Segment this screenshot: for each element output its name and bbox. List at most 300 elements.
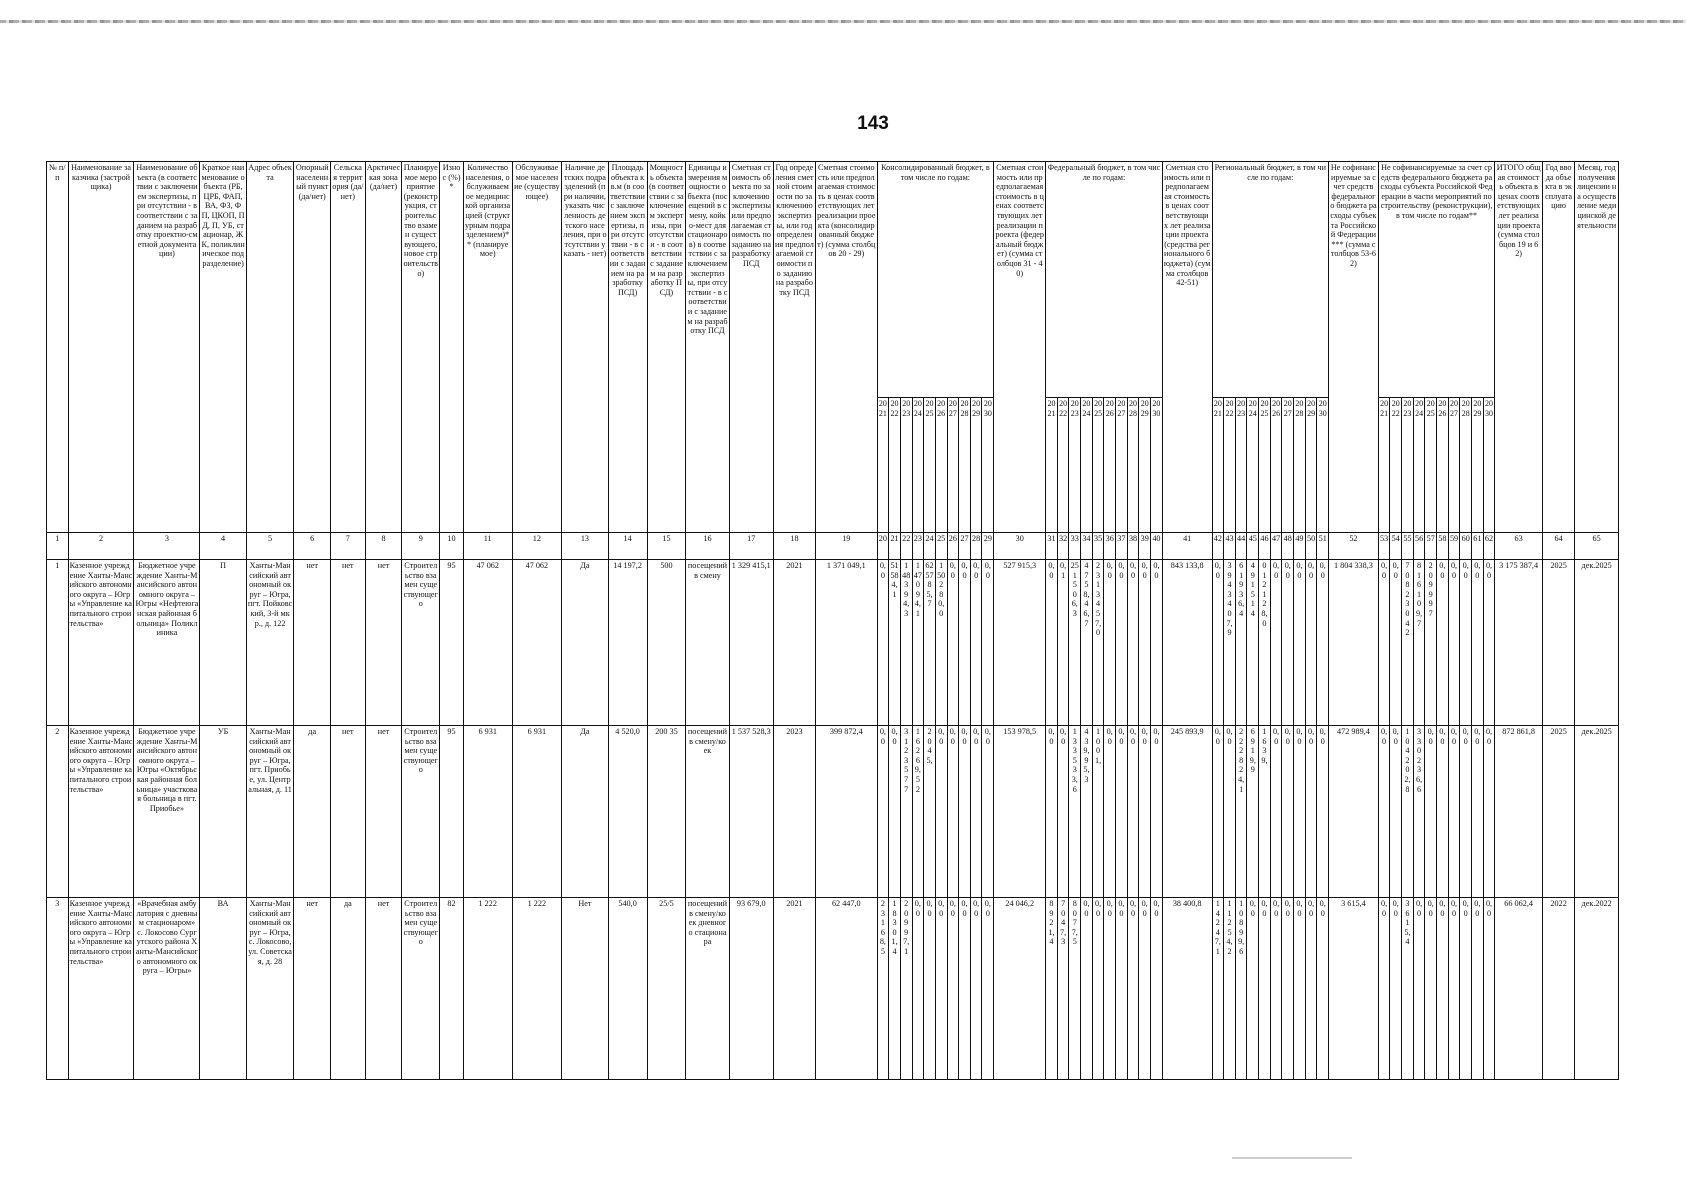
cell-federal-year: 0,0 bbox=[1127, 726, 1139, 898]
cell-non-cofinanced-year: 0,0 bbox=[1483, 726, 1495, 898]
year-header: 2030 bbox=[1483, 398, 1495, 533]
cell-consolidated-year: 0,0 bbox=[947, 726, 959, 898]
cell-consolidated-year: 3 1 2 3 5 7 7 bbox=[900, 726, 912, 898]
cell-federal-year: 4 7 5 8,4 6,7 bbox=[1081, 560, 1093, 726]
cell-activity: Строительство взамен существующего bbox=[402, 560, 440, 726]
column-number: 51 bbox=[1317, 533, 1329, 560]
cell-federal-year: 0,0 bbox=[1057, 726, 1069, 898]
cell-regional-year: 6 1 9 3 6,4 bbox=[1235, 560, 1247, 726]
cell-federal-year: 8 9 2 1, 4 bbox=[1046, 898, 1058, 1080]
year-header: 2024 bbox=[912, 398, 924, 533]
cell-non-cofinanced-year: 0,0 bbox=[1472, 898, 1484, 1080]
year-header: 2021 bbox=[1378, 398, 1390, 533]
column-number: 54 bbox=[1390, 533, 1402, 560]
header-non-cofinanced: Не софинансируемые за счет средств федерального бюджета расходы субъекта Российской Федерации в части мероприятий по строительству (реконструкции), в том числе по годам** bbox=[1378, 162, 1495, 398]
cell-non-cofinanced-year: 0,0 bbox=[1448, 898, 1460, 1080]
table-row bbox=[47, 560, 1619, 726]
column-number: 34 bbox=[1081, 533, 1093, 560]
column-number: 7 bbox=[331, 533, 366, 560]
header-col-52: Не софинансируемые за счет средств федерального бюджета расходы субъекта Российской Федерации*** (сумма столбцов 53-62) bbox=[1329, 162, 1379, 533]
cell-federal-year: 8 0 7 7, 5 bbox=[1069, 898, 1081, 1080]
cell-consolidated-year: 1 8 3 0 1, 4 bbox=[889, 898, 901, 1080]
cell-regional-year: 1 0 8 9 9, 6 bbox=[1235, 898, 1247, 1080]
cell-federal-year: 0,0 bbox=[1151, 726, 1163, 898]
header-col-10: Износ (%)* bbox=[440, 162, 464, 533]
cell-non-cofinanced-total: 472 989,4 bbox=[1329, 726, 1379, 898]
cell-federal-year: 7 0 4 7, 3 bbox=[1057, 898, 1069, 1080]
year-header: 2030 bbox=[1151, 398, 1163, 533]
cell-regional-year: 2 2 2 8 2 4, 1 bbox=[1235, 726, 1247, 898]
cell-regional-total: 843 133,8 bbox=[1162, 560, 1212, 726]
cell-non-cofinanced-year: 8 1 6 1 0 9,7 bbox=[1413, 560, 1425, 726]
cell-regional-year: 4 9 1 5 1 4 bbox=[1247, 560, 1259, 726]
cell-unit: посещений в смену bbox=[686, 560, 729, 726]
year-header: 2022 bbox=[1057, 398, 1069, 533]
cell-regional-year: 1 1 2 5 4, 2 bbox=[1224, 898, 1236, 1080]
cell-regional-total: 245 893,9 bbox=[1162, 726, 1212, 898]
cell-consolidated-year: 0,0 bbox=[982, 726, 994, 898]
column-number: 32 bbox=[1057, 533, 1069, 560]
cell-activity: Строительство взамен существующего bbox=[402, 898, 440, 1080]
cell-regional-year: 0,0 bbox=[1282, 726, 1294, 898]
cell-capacity: 500 bbox=[647, 560, 686, 726]
cell-non-cofinanced-year: 2 0 9 9 9 7 bbox=[1425, 560, 1437, 726]
year-header: 2021 bbox=[1212, 398, 1224, 533]
cell-federal-year: 0,0 bbox=[1127, 560, 1139, 726]
column-number: 6 bbox=[294, 533, 331, 560]
cell-federal-year: 25 1 5 0 6,3 bbox=[1069, 560, 1081, 726]
column-number: 17 bbox=[729, 533, 773, 560]
year-header: 2026 bbox=[1270, 398, 1282, 533]
column-number: 62 bbox=[1483, 533, 1495, 560]
column-number: 61 bbox=[1472, 533, 1484, 560]
cell-support: да bbox=[294, 726, 331, 898]
column-number: 16 bbox=[686, 533, 729, 560]
cell-non-cofinanced-year: 0,0 bbox=[1390, 726, 1402, 898]
cell-consolidated-year: 0,0 bbox=[924, 898, 936, 1080]
year-header: 2029 bbox=[1305, 398, 1317, 533]
cell-commission-year: 2025 bbox=[1542, 726, 1574, 898]
cell-pop-exist: 6 931 bbox=[512, 726, 562, 898]
cell-customer: Казенное учреждение Ханты-Мансийского автономного округа – Югры «Управление капитального строительства» bbox=[68, 560, 134, 726]
header-col-65: Месяц, год получения лицензии на осуществление медицинской деятельности bbox=[1575, 162, 1619, 533]
cell-regional-total: 38 400,8 bbox=[1162, 898, 1212, 1080]
column-number: 29 bbox=[982, 533, 994, 560]
cell-non-cofinanced-year: 0,0 bbox=[1437, 560, 1449, 726]
cell-federal-total: 153 978,5 bbox=[994, 726, 1046, 898]
cell-federal-year: 0,0 bbox=[1151, 898, 1163, 1080]
header-col-19: Сметная стоимость или предполагаемая стоимость в ценах соответствующих лет реализации проекта (консолидированный бюджет) (сумма столбцов 20 - 29) bbox=[816, 162, 878, 533]
cell-activity: Строительство взамен существующего bbox=[402, 726, 440, 898]
cell-non-cofinanced-total: 1 804 338,3 bbox=[1329, 560, 1379, 726]
scan-bottom-mark bbox=[1232, 1157, 1352, 1159]
cell-est-year: 2021 bbox=[773, 898, 815, 1080]
year-header: 2027 bbox=[1448, 398, 1460, 533]
column-number: 26 bbox=[947, 533, 959, 560]
cell-non-cofinanced-year: 0,0 bbox=[1472, 726, 1484, 898]
cell-n: 3 bbox=[47, 898, 69, 1080]
cell-consolidated-year: 0,0 bbox=[982, 898, 994, 1080]
column-number: 60 bbox=[1460, 533, 1472, 560]
header-col-8: Арктическая зона (да/нет) bbox=[365, 162, 402, 533]
year-header: 2023 bbox=[1069, 398, 1081, 533]
year-header: 2029 bbox=[970, 398, 982, 533]
cell-est-year: 2021 bbox=[773, 560, 815, 726]
column-number: 45 bbox=[1247, 533, 1259, 560]
cell-short: УБ bbox=[200, 726, 246, 898]
cell-federal-year: 0,0 bbox=[1046, 560, 1058, 726]
column-number: 56 bbox=[1413, 533, 1425, 560]
year-header: 2023 bbox=[900, 398, 912, 533]
header-col-41: Сметная стоимость или предполагаемая стоимость в ценах соответствующих лет реализации проекта (средства регионального бюджета) (сумма столбцов 42-51) bbox=[1162, 162, 1212, 533]
cell-consolidated-year: 0,0 bbox=[970, 560, 982, 726]
cell-consolidated-year: 2 0 9 9 7, 1 bbox=[900, 898, 912, 1080]
header-col-17: Сметная стоимость объекта по заключению экспертизы или предполагаемая стоимость по заданию на разработку ПСД bbox=[729, 162, 773, 533]
cell-non-cofinanced-year: 0,0 bbox=[1390, 560, 1402, 726]
header-col-12: Обслуживаемое население (существующее) bbox=[512, 162, 562, 533]
cell-non-cofinanced-year: 0,0 bbox=[1483, 898, 1495, 1080]
year-header: 2026 bbox=[1437, 398, 1449, 533]
cell-unit: посещений в смену/коек дневного стационара bbox=[686, 898, 729, 1080]
year-header: 2028 bbox=[959, 398, 971, 533]
cell-regional-year: 0,0 bbox=[1305, 726, 1317, 898]
column-number: 19 bbox=[816, 533, 878, 560]
cell-short: П bbox=[200, 560, 246, 726]
table-row bbox=[47, 898, 1619, 1080]
cell-consolidated-year: 0,0 bbox=[935, 898, 947, 1080]
cell-consolidated-year: 0,0 bbox=[970, 898, 982, 1080]
header-col-18: Год определения сметной стоимости по заключению экспертизы, или год определения предполагаемой стоимости по заданию на разработку ПСД bbox=[773, 162, 815, 533]
year-header: 2024 bbox=[1081, 398, 1093, 533]
column-number: 41 bbox=[1162, 533, 1212, 560]
cell-est-year: 2023 bbox=[773, 726, 815, 898]
year-header: 2021 bbox=[877, 398, 889, 533]
cell-consolidated-year: 0,0 bbox=[959, 898, 971, 1080]
column-number: 25 bbox=[935, 533, 947, 560]
cell-est-cost: 1 329 415,1 bbox=[729, 560, 773, 726]
year-header: 2027 bbox=[1116, 398, 1128, 533]
cell-pop-plan: 6 931 bbox=[463, 726, 512, 898]
cell-consolidated-year: 1 483 94,3 bbox=[900, 560, 912, 726]
cell-federal-year: 0,0 bbox=[1139, 898, 1151, 1080]
cell-regional-year: 0,0 bbox=[1317, 898, 1329, 1080]
column-number: 12 bbox=[512, 533, 562, 560]
cell-pop-plan: 1 222 bbox=[463, 898, 512, 1080]
page-number: 143 bbox=[857, 113, 889, 134]
column-number: 39 bbox=[1139, 533, 1151, 560]
column-number: 48 bbox=[1282, 533, 1294, 560]
cell-non-cofinanced-year: 0,0 bbox=[1425, 726, 1437, 898]
column-number: 63 bbox=[1495, 533, 1543, 560]
cell-arctic: нет bbox=[365, 726, 402, 898]
cell-non-cofinanced-year: 0,0 bbox=[1378, 726, 1390, 898]
cell-c19: 399 872,4 bbox=[816, 726, 878, 898]
year-header: 2028 bbox=[1127, 398, 1139, 533]
column-number: 21 bbox=[889, 533, 901, 560]
cell-federal-year: 0,1 bbox=[1057, 560, 1069, 726]
cell-non-cofinanced-year: 0,0 bbox=[1437, 898, 1449, 1080]
cell-consolidated-year: 0,0 bbox=[959, 560, 971, 726]
cell-regional-year: 0,0 bbox=[1305, 898, 1317, 1080]
cell-license-date: дек.2025 bbox=[1575, 560, 1619, 726]
column-number: 55 bbox=[1402, 533, 1414, 560]
cell-area: 14 197,2 bbox=[608, 560, 647, 726]
column-number: 64 bbox=[1542, 533, 1574, 560]
column-number: 18 bbox=[773, 533, 815, 560]
cell-federal-year: 0,0 bbox=[1046, 726, 1058, 898]
year-header: 2029 bbox=[1139, 398, 1151, 533]
cell-total-cost: 3 175 387,4 bbox=[1495, 560, 1543, 726]
cell-arctic: нет bbox=[365, 560, 402, 726]
column-numbers-row bbox=[47, 533, 1619, 560]
cell-federal-year: 1 3 3 5 3 3, 6 bbox=[1069, 726, 1081, 898]
cell-consolidated-year: 0,0 bbox=[877, 726, 889, 898]
year-header: 2026 bbox=[935, 398, 947, 533]
year-header: 2028 bbox=[1294, 398, 1306, 533]
year-header: 2024 bbox=[1247, 398, 1259, 533]
cell-consolidated-year: 1 502 80,0 bbox=[935, 560, 947, 726]
cell-consolidated-year: 2 3 1 6 8, 5 bbox=[877, 898, 889, 1080]
cell-est-cost: 93 679,0 bbox=[729, 898, 773, 1080]
column-number: 37 bbox=[1116, 533, 1128, 560]
cell-regional-year: 1 6 3 9, bbox=[1259, 726, 1271, 898]
cell-wear: 95 bbox=[440, 726, 464, 898]
cell-non-cofinanced-year: 0,0 bbox=[1378, 560, 1390, 726]
cell-customer: Казенное учреждение Ханты-Мансийского автономного округа – Югры «Управление капитального строительства» bbox=[68, 898, 134, 1080]
cell-address: Ханты-Мансийский автономный округ – Югра, пгт. Приобье, ул. Центральная, д. 11 bbox=[246, 726, 294, 898]
header-col-16: Единицы измерения мощности объекта (посещений в смену, койко-мест для стационаров) в соответствии с заключением экспертизы, при отсутствии - в соответствии с заданием на разработку ПСД bbox=[686, 162, 729, 533]
cell-non-cofinanced-total: 3 615,4 bbox=[1329, 898, 1379, 1080]
cell-capacity: 25/5 bbox=[647, 898, 686, 1080]
header-col-15: Мощность объекта (в соответствии с заключением экспертизы, при отсутствии - в соответствии с заданием на разработку ПСД) bbox=[647, 162, 686, 533]
cell-area: 4 520,0 bbox=[608, 726, 647, 898]
column-number: 14 bbox=[608, 533, 647, 560]
cell-consolidated-year: 0,0 bbox=[970, 726, 982, 898]
cell-c19: 1 371 049,1 bbox=[816, 560, 878, 726]
year-header: 2025 bbox=[1259, 398, 1271, 533]
cell-children: Нет bbox=[562, 898, 608, 1080]
column-number: 59 bbox=[1448, 533, 1460, 560]
cell-federal-year: 0,0 bbox=[1116, 560, 1128, 726]
cell-support: нет bbox=[294, 898, 331, 1080]
cell-non-cofinanced-year: 0,0 bbox=[1460, 560, 1472, 726]
cell-pop-exist: 47 062 bbox=[512, 560, 562, 726]
cell-federal-year: 0,0 bbox=[1139, 560, 1151, 726]
cell-consolidated-year: 0,0 bbox=[959, 726, 971, 898]
header-col-64: Год ввода объекта в эксплуатацию bbox=[1542, 162, 1574, 533]
cell-short: ВА bbox=[200, 898, 246, 1080]
column-number: 35 bbox=[1092, 533, 1104, 560]
column-number: 22 bbox=[900, 533, 912, 560]
cell-regional-year: 0,0 bbox=[1212, 560, 1224, 726]
year-header: 2021 bbox=[1046, 398, 1058, 533]
cell-federal-year: 0,0 bbox=[1116, 898, 1128, 1080]
header-col-7: Сельская территория (да/нет) bbox=[331, 162, 366, 533]
cell-non-cofinanced-year: 3 3 0 2 3 6, 6 bbox=[1413, 726, 1425, 898]
cell-non-cofinanced-year: 0,0 bbox=[1413, 898, 1425, 1080]
year-header: 2027 bbox=[947, 398, 959, 533]
cell-regional-year: 3 9 4 3 4 0 7,9 bbox=[1224, 560, 1236, 726]
cell-federal-year: 0,0 bbox=[1081, 898, 1093, 1080]
cell-federal-total: 24 046,2 bbox=[994, 898, 1046, 1080]
cell-c19: 62 447,0 bbox=[816, 898, 878, 1080]
cell-regional-year: 0,0 bbox=[1247, 898, 1259, 1080]
table-row bbox=[47, 726, 1619, 898]
year-header: 2022 bbox=[889, 398, 901, 533]
cell-non-cofinanced-year: 0,0 bbox=[1390, 898, 1402, 1080]
year-header: 2029 bbox=[1472, 398, 1484, 533]
column-number: 44 bbox=[1235, 533, 1247, 560]
cell-regional-year: 0,0 bbox=[1294, 898, 1306, 1080]
cell-area: 540,0 bbox=[608, 898, 647, 1080]
cell-regional-year: 6 9 1 9, 9 bbox=[1247, 726, 1259, 898]
cell-consolidated-year: 0,0 bbox=[935, 726, 947, 898]
cell-regional-year: 1 4 2 4 7, 1 bbox=[1212, 898, 1224, 1080]
cell-non-cofinanced-year: 0,0 bbox=[1483, 560, 1495, 726]
cell-customer: Казенное учреждение Ханты-Мансийского автономного округа – Югры «Управление капитального строительства» bbox=[68, 726, 134, 898]
cell-consolidated-year: 2 0 4 5, bbox=[924, 726, 936, 898]
cell-consolidated-year: 0,0 bbox=[982, 560, 994, 726]
cell-consolidated-year: 0,0 bbox=[947, 898, 959, 1080]
cell-federal-year: 2 3 1 3 4 5 7, 0 bbox=[1092, 560, 1104, 726]
header-col-9: Планируемое мероприятие (реконструкция, строительство взамен существующего, новое строительство) bbox=[402, 162, 440, 533]
cell-regional-year: 0,0 bbox=[1224, 726, 1236, 898]
column-number: 11 bbox=[463, 533, 512, 560]
cell-non-cofinanced-year: 1 0 4 2 0 2, 8 bbox=[1402, 726, 1414, 898]
cell-non-cofinanced-year: 7 0 8 2 3 0 4 2 bbox=[1402, 560, 1414, 726]
header-col-11: Количество населения, обслуживаемое медицинской организацией (структурным подразделением)** (планируемое) bbox=[463, 162, 512, 533]
column-number: 42 bbox=[1212, 533, 1224, 560]
column-number: 24 bbox=[924, 533, 936, 560]
year-header: 2030 bbox=[1317, 398, 1329, 533]
column-number: 8 bbox=[365, 533, 402, 560]
column-number: 28 bbox=[970, 533, 982, 560]
cell-commission-year: 2025 bbox=[1542, 560, 1574, 726]
cell-non-cofinanced-year: 0,0 bbox=[1472, 560, 1484, 726]
header-col-3: Наименование объекта (в соответствии с заключением экспертизы, при отсутствии - в соответствии с заданием на разработку проектно-сметной документации) bbox=[134, 162, 200, 533]
column-number: 46 bbox=[1259, 533, 1271, 560]
column-number: 47 bbox=[1270, 533, 1282, 560]
year-header: 2025 bbox=[1425, 398, 1437, 533]
cell-consolidated-year: 0,0 bbox=[947, 560, 959, 726]
scan-edge-noise bbox=[0, 20, 1686, 23]
cell-non-cofinanced-year: 0,0 bbox=[1448, 560, 1460, 726]
cell-regional-year: 0,0 bbox=[1294, 560, 1306, 726]
column-number: 40 bbox=[1151, 533, 1163, 560]
cell-pop-exist: 1 222 bbox=[512, 898, 562, 1080]
column-number: 10 bbox=[440, 533, 464, 560]
cell-federal-total: 527 915,3 bbox=[994, 560, 1046, 726]
column-number: 31 bbox=[1046, 533, 1058, 560]
header-col-6: Опорный населенный пункт (да/нет) bbox=[294, 162, 331, 533]
header-regional-budget: Региональный бюджет, в том числе по годам: bbox=[1212, 162, 1329, 398]
column-number: 3 bbox=[134, 533, 200, 560]
cell-regional-year: 0,0 bbox=[1212, 726, 1224, 898]
cell-regional-year: 0,0 bbox=[1282, 898, 1294, 1080]
cell-consolidated-year: 0,0 bbox=[889, 726, 901, 898]
cell-non-cofinanced-year: 0,0 bbox=[1425, 898, 1437, 1080]
header-col-4: Краткое наименование объекта (РБ, ЦРБ, ФАП, ВА, ФЗ, ФП, ЦКОП, ПД, П, УБ, стационар, ЖК, поликлиническое подразделение) bbox=[200, 162, 246, 533]
column-number: 38 bbox=[1127, 533, 1139, 560]
cell-unit: посещений в смену/коек bbox=[686, 726, 729, 898]
header-col-5: Адрес объекта bbox=[246, 162, 294, 533]
column-number: 36 bbox=[1104, 533, 1116, 560]
cell-regional-year: 0,0 bbox=[1317, 560, 1329, 726]
column-number: 65 bbox=[1575, 533, 1619, 560]
cell-object: Бюджетное учреждение Ханты-Мансийского автономного округа – Югры «Нефтеюганская районная больница» Поликлиника bbox=[134, 560, 200, 726]
cell-regional-year: 0,0 bbox=[1305, 560, 1317, 726]
cell-total-cost: 872 861,8 bbox=[1495, 726, 1543, 898]
header-col-13: Наличие детских подразделений (при наличии, указать численность детского населения, при отсутствии указать - нет) bbox=[562, 162, 608, 533]
year-header: 2025 bbox=[924, 398, 936, 533]
column-number: 58 bbox=[1437, 533, 1449, 560]
cell-est-cost: 1 537 528,3 bbox=[729, 726, 773, 898]
cell-license-date: дек.2025 bbox=[1575, 726, 1619, 898]
cell-children: Да bbox=[562, 560, 608, 726]
cell-support: нет bbox=[294, 560, 331, 726]
year-header: 2024 bbox=[1413, 398, 1425, 533]
cell-non-cofinanced-year: 0,0 bbox=[1460, 726, 1472, 898]
cell-license-date: дек.2022 bbox=[1575, 898, 1619, 1080]
column-number: 27 bbox=[959, 533, 971, 560]
cell-rural: нет bbox=[331, 560, 366, 726]
year-header: 2028 bbox=[1460, 398, 1472, 533]
cell-capacity: 200 35 bbox=[647, 726, 686, 898]
cell-rural: нет bbox=[331, 726, 366, 898]
cell-arctic: нет bbox=[365, 898, 402, 1080]
column-number: 50 bbox=[1305, 533, 1317, 560]
header-col-30: Сметная стоимость или предполагаемая стоимость в ценах соответствующих лет реализации проекта (федеральный бюджет) (сумма столбцов 31 - 40) bbox=[994, 162, 1046, 533]
column-number: 57 bbox=[1425, 533, 1437, 560]
header-federal-budget: Федеральный бюджет, в том числе по годам: bbox=[1046, 162, 1163, 398]
cell-consolidated-year: 0,0 bbox=[877, 560, 889, 726]
header-col-1: № п/п bbox=[47, 162, 69, 533]
cell-regional-year: 0,0 bbox=[1270, 726, 1282, 898]
cell-federal-year: 0,0 bbox=[1127, 898, 1139, 1080]
cell-consolidated-year: 51 584,1 bbox=[889, 560, 901, 726]
cell-federal-year: 1 0 0 1, bbox=[1092, 726, 1104, 898]
cell-n: 2 bbox=[47, 726, 69, 898]
column-number: 53 bbox=[1378, 533, 1390, 560]
cell-federal-year: 0,0 bbox=[1116, 726, 1128, 898]
cell-federal-year: 0,0 bbox=[1151, 560, 1163, 726]
header-col-2: Наименование заказчика (застройщика) bbox=[68, 162, 134, 533]
cell-federal-year: 0,0 bbox=[1092, 898, 1104, 1080]
cell-consolidated-year: 1 6 2 6 9, 5 2 bbox=[912, 726, 924, 898]
cell-non-cofinanced-year: 0,0 bbox=[1460, 898, 1472, 1080]
year-header: 2022 bbox=[1224, 398, 1236, 533]
cell-non-cofinanced-year: 3 6 1 5, 4 bbox=[1402, 898, 1414, 1080]
cell-pop-plan: 47 062 bbox=[463, 560, 512, 726]
cell-address: Ханты-Мансийский автономный округ – Югра, пгт. Пойковский, 3-й мкр., д. 122 bbox=[246, 560, 294, 726]
column-number: 52 bbox=[1329, 533, 1379, 560]
cell-federal-year: 0,0 bbox=[1104, 726, 1116, 898]
column-number: 4 bbox=[200, 533, 246, 560]
cell-rural: да bbox=[331, 898, 366, 1080]
cell-regional-year: 0,0 bbox=[1259, 898, 1271, 1080]
cell-regional-year: 0,0 bbox=[1317, 726, 1329, 898]
header-col-14: Площадь объекта кв.м (в соответствии с заключением экспертизы, при отсутствии - в соответствии с заданием на разработку ПСД) bbox=[608, 162, 647, 533]
cell-regional-year: 0,0 bbox=[1270, 898, 1282, 1080]
column-number: 5 bbox=[246, 533, 294, 560]
year-header: 2030 bbox=[982, 398, 994, 533]
cell-regional-year: 0,0 bbox=[1282, 560, 1294, 726]
cell-commission-year: 2022 bbox=[1542, 898, 1574, 1080]
cell-consolidated-year: 62 578 5,7 bbox=[924, 560, 936, 726]
header-row bbox=[47, 162, 1619, 398]
cell-regional-year: 0 1 2 1 2 8, 0 bbox=[1259, 560, 1271, 726]
cell-federal-year: 4 3 9, 9 5, 3 bbox=[1081, 726, 1093, 898]
